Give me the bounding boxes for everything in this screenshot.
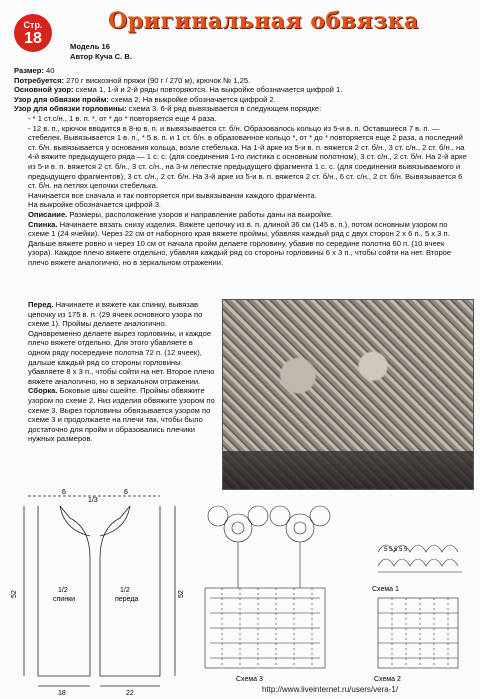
page-label: Стр. bbox=[23, 20, 43, 30]
front-label-b: переда bbox=[115, 596, 139, 603]
dim-top-right: 6 bbox=[124, 489, 128, 496]
main-pattern-label: Основной узор: bbox=[14, 85, 74, 95]
scheme-2-label: Схема 2 bbox=[374, 676, 401, 683]
needed-label: Потребуется: bbox=[14, 75, 65, 85]
armhole-value: схема 2. На выкройке обозначается цифрой 2. bbox=[111, 94, 276, 104]
paragraph: - 12 в. п., крючок вводится в 8-ю в. п. и вывязывается ст. б/н. Образовалось кольцо из 5-и в. п. Оставшиеся 7 в. п. — стебелек. Вывязывается 1 в. п., * 5 в. п. и 1 ст. б/н. в образованное кольцо *, от * до * повторяется еще 2 раза, а последний ст. б/н. вывязывается у основания кольца, возле стебелька. На 1-й арке из 5-и в. п. вяжется 2 ст. б/н., 3 ст. с/н., 2 ст. б/н., на 4-й вяжите предыдущего ряда — 1 с. с. (для соединения 1-го листика с основным полотном), 3 ст. с/н., 2 ст. б/н. На 2-й арке из 5-и в. п. вяжется 2 ст. б/н., 3 ст. с/н., на 3-м лепестке предыдущего фрагмента 1 с. с. (для соединения вывязываемого и предыдущего фрагментов), 3 ст. с/н., 2 ст. б/н. На 3-й арке из 5-и в. п. вяжется 2 ст. б/н., 6 ст. с/н., 2 ст. б/н. Вывязывается 6 ст. б/н. на петлях цепочки стебелька. bbox=[28, 123, 467, 191]
dim-side-right: 52 bbox=[178, 590, 185, 598]
paragraph: - * 1 ст.с/н., 1 в. п. *, от * до * повторяется еще 4 раза. bbox=[28, 113, 217, 123]
back-label-a: 1/2 bbox=[58, 587, 68, 594]
main-pattern-value: схема 1, 1-й и 2-й ряды повторяются. На выкройке обозначается цифрой 1. bbox=[75, 85, 343, 95]
dim-top-mid: 1/3 bbox=[88, 497, 98, 504]
neck-value: схема 3. 6-й ряд вывязывается в следующем порядке: bbox=[128, 104, 322, 114]
desc-value: Размеры, расположение узоров и направление работы даны на выкройке. bbox=[69, 209, 334, 219]
crochet-photo bbox=[222, 299, 474, 490]
front-assembly-text bbox=[14, 300, 216, 444]
assembly-label: Сборка. bbox=[28, 386, 58, 396]
diagrams bbox=[0, 488, 480, 699]
scheme-2-graphic bbox=[378, 598, 458, 668]
size-label: Размер: bbox=[14, 66, 44, 75]
scheme-1-label: Схема 1 bbox=[372, 586, 399, 593]
needed-value: 270 г вискозной пряжи (90 г / 270 м), крючок № 1,25. bbox=[66, 75, 251, 85]
model-label: Модель 16 bbox=[70, 42, 110, 51]
size-value: 40 bbox=[46, 66, 55, 75]
svg-text:5 5 5 5 5: 5 5 5 5 5 bbox=[384, 547, 408, 553]
author-label: Автор Куча С. В. bbox=[70, 51, 132, 61]
paragraph: Начинается все сначала и так повторяется при вывязывании каждого фрагмента. bbox=[28, 190, 317, 200]
front-label-a: 1/2 bbox=[120, 587, 130, 594]
front-label: Перед. bbox=[28, 300, 54, 309]
scheme-3-label: Схема 3 bbox=[236, 676, 263, 683]
dim-bottom-right: 22 bbox=[126, 690, 134, 697]
model-header bbox=[70, 42, 132, 61]
front-value: Начинаете и вяжете как спинку, вывязав цепочку из 175 в. п. (29 ячеек основного узора по схеме 1). Проймы делаете аналогично. Одновременно делаете вырез горловины, и каждое плечо вяжете отдельно. Для этого убавляете в одном ряду посередине полотна 72 п. (12 ячеек), дальше каждый ряд со стороны горловины убавляете 8 х 3 п., чтобы сойти на нет. Второе плечо вяжете аналогично, но в зеркальном отражении. bbox=[28, 300, 215, 386]
assembly-value: Боковые швы сшейте. Проймы обвяжите узором по схеме 2. Низ изделия обвяжите узором по схеме 3. Вырез горловины обвязывается узором по схеме 3 и продолжаете на плечи так, чтобы было достаточно для пройм и образовались плечики нужных размеров. bbox=[28, 386, 215, 444]
paragraph: На выкройке обозначается цифрой 3. bbox=[28, 200, 162, 210]
dim-side-left: 52 bbox=[11, 590, 18, 598]
scheme-3-graphic bbox=[205, 506, 330, 668]
page-badge bbox=[14, 14, 52, 52]
neck-label: Узор для обвязки горловины: bbox=[14, 104, 127, 114]
source-url[interactable]: http://www.liveinternet.ru/users/vera-1/ bbox=[262, 685, 399, 694]
page-title: Оригинальная обвязка bbox=[108, 8, 419, 34]
dim-bottom-left: 18 bbox=[58, 690, 66, 697]
back-label: Спинка. bbox=[28, 219, 58, 229]
armhole-label: Узор для обвязки пройм: bbox=[14, 94, 109, 104]
page-number: 18 bbox=[24, 30, 42, 47]
desc-label: Описание. bbox=[28, 209, 68, 219]
back-value: Начинаете вязать снизу изделия. Вяжете цепочку из в. п. длиной 36 см (145 в. п.), потом основным узором по схеме 1 (24 ячейки). Через 22 см от наборного края вяжете проймы, убавляя каждый ряд с двух сторон 2 х 6 п., 5 х 3 п. Дальше вяжете ровно и через 10 см от начала пройм делаете горловину, убавив по середине полотна 60 п. (10 ячеек узора). Каждое плечо вяжете отдельно, убавляя каждый ряд со стороны горловины 6 х 3 п., чтобы сойти на нет. Второе плечо вяжете аналогично, но в зеркальном отражении. bbox=[28, 219, 452, 267]
back-label-b: спинки bbox=[53, 596, 76, 603]
instructions-block bbox=[14, 66, 468, 267]
pattern-pieces bbox=[24, 496, 175, 686]
dim-top-left: 6 bbox=[62, 489, 66, 496]
